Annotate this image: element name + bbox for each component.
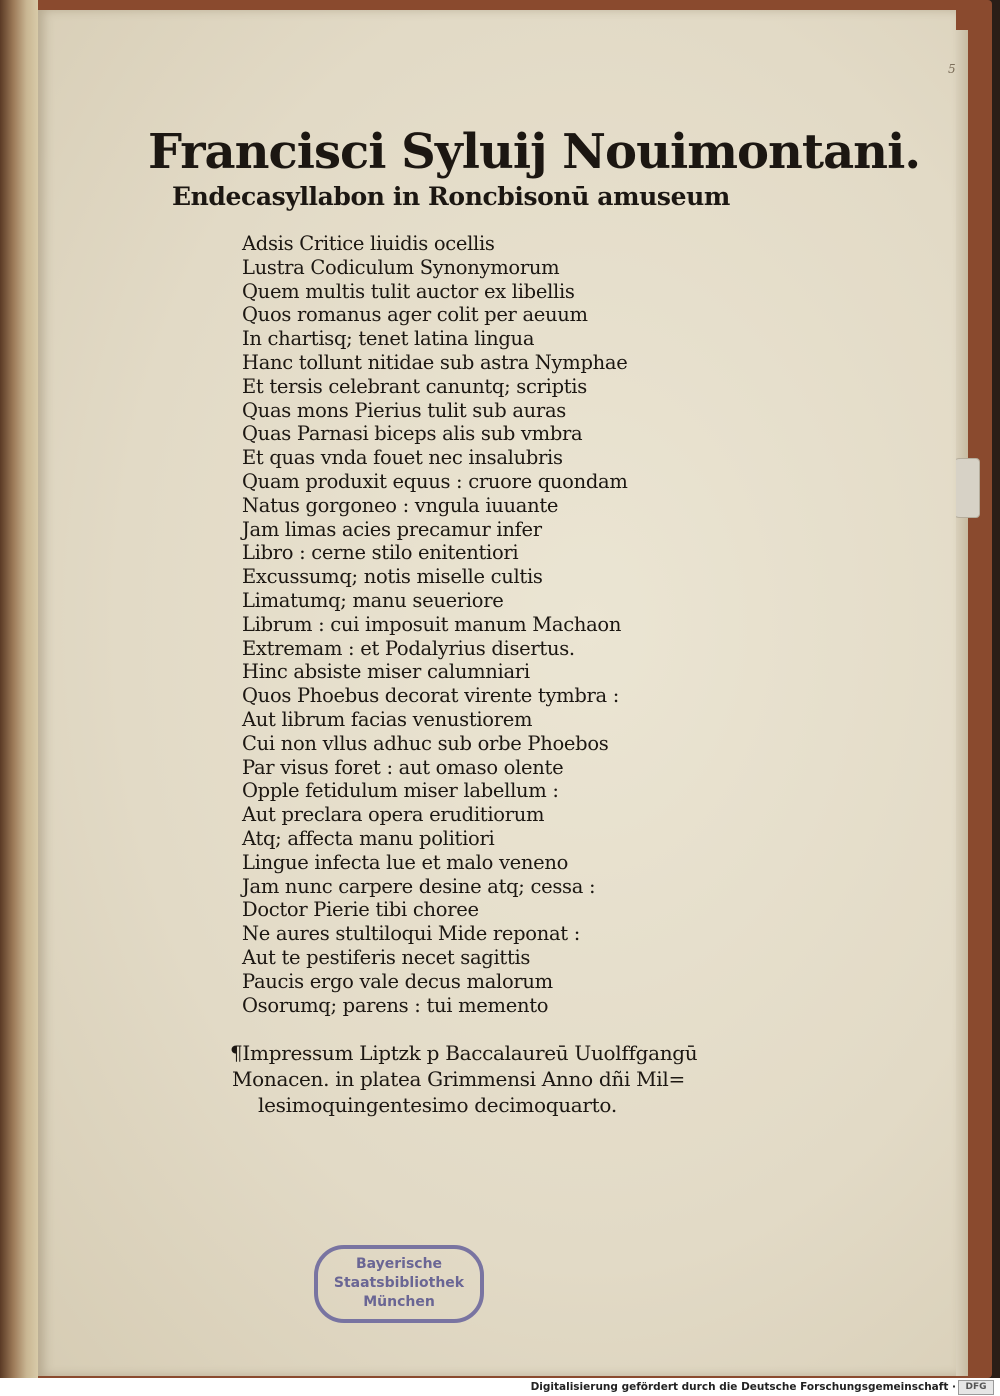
verse-line: Et quas vnda fouet nec insalubris: [242, 446, 563, 470]
verse-line: Hinc absiste miser calumniari: [242, 660, 530, 684]
verse-line: Doctor Pierie tibi choree: [242, 898, 479, 922]
verse-line: Excussumq; notis miselle cultis: [242, 565, 543, 589]
verse-line: Adsis Critice liuidis ocellis: [242, 232, 495, 255]
verse-line: Quos romanus ager colit per aeuum: [242, 303, 588, 327]
verse-line: Natus gorgoneo : vngula iuuante: [242, 493, 559, 517]
verse-line: Libro : cerne stilo enitentiori: [242, 541, 519, 565]
verse-line: Quas mons Pierius tulit sub auras: [242, 398, 566, 422]
verse-line: Quem multis tulit auctor ex libellis: [242, 279, 575, 303]
stamp-line: Bayerische: [355, 1256, 443, 1272]
page-edge: [956, 30, 968, 1376]
stamp-line: Staatsbibliothek: [333, 1275, 465, 1291]
verse-line: Et tersis celebrant canuntq; scriptis: [242, 374, 587, 398]
book-spine: [0, 0, 38, 1378]
verse-line: Librum : cui imposuit manum Machaon: [242, 612, 622, 636]
verse-line: Limatumq; manu seueriore: [242, 588, 504, 612]
verse-line: Aut te pestiferis necet sagittis: [242, 945, 531, 969]
verse-line: Aut librum facias venustiorem: [242, 707, 533, 731]
dfg-logo: DFG: [958, 1380, 994, 1395]
page-subtitle: Endecasyllabon in Roncbisonū amuseum: [172, 182, 730, 211]
verse-line: Jam limas acies precamur infer: [242, 517, 542, 541]
colophon-line: lesimoquingentesimo decimoquarto.: [258, 1093, 617, 1117]
colophon-line: ¶Impressum Liptzk p Baccalaureū Uuolffgangū: [230, 1041, 698, 1065]
verse-line: Par visus foret : aut omaso olente: [242, 755, 564, 779]
verse-line: Hanc tollunt nitidae sub astra Nymphae: [242, 350, 628, 374]
verse-line: Jam nunc carpere desine atq; cessa :: [242, 874, 596, 898]
verse-line: Lingue infecta lue et malo veneno: [242, 850, 569, 874]
verse-line: Quos Phoebus decorat virente tymbra :: [242, 684, 620, 708]
colophon: [230, 1040, 697, 1118]
verse-line: Opple fetidulum miser labellum :: [242, 779, 559, 803]
verse-line: Paucis ergo vale decus malorum: [242, 969, 553, 993]
verse-line: Lustra Codiculum Synonymorum: [242, 255, 560, 279]
colophon-line: Monacen. in platea Grimmensi Anno dñi Mil=: [232, 1067, 685, 1091]
verse-line: Ne aures stultiloqui Mide reponat :: [242, 922, 581, 946]
verse-list: [242, 232, 628, 1017]
page-number-mark: 5: [948, 62, 956, 76]
verse-line: Osorumq; parens : tui memento: [242, 993, 549, 1017]
page-title: Francisci Syluij Nouimontani.: [148, 124, 921, 180]
verse-line: In chartisq; tenet latina lingua: [242, 327, 535, 351]
verse-line: Cui non vllus adhuc sub orbe Phoebos: [242, 731, 609, 755]
library-stamp: [314, 1245, 484, 1323]
verse-line: Extremam : et Podalyrius disertus.: [242, 636, 575, 660]
verse-line: Aut preclara opera eruditiorum: [242, 803, 545, 827]
verse-line: Quas Parnasi biceps alis sub vmbra: [242, 422, 583, 446]
stamp-line: München: [363, 1294, 435, 1310]
verse-line: Quam produxit equus : cruore quondam: [242, 469, 628, 493]
funding-credit: Digitalisierung gefördert durch die Deutsche Forschungsgemeinschaft ·: [530, 1381, 956, 1393]
verse-line: Atq; affecta manu politiori: [242, 826, 495, 850]
